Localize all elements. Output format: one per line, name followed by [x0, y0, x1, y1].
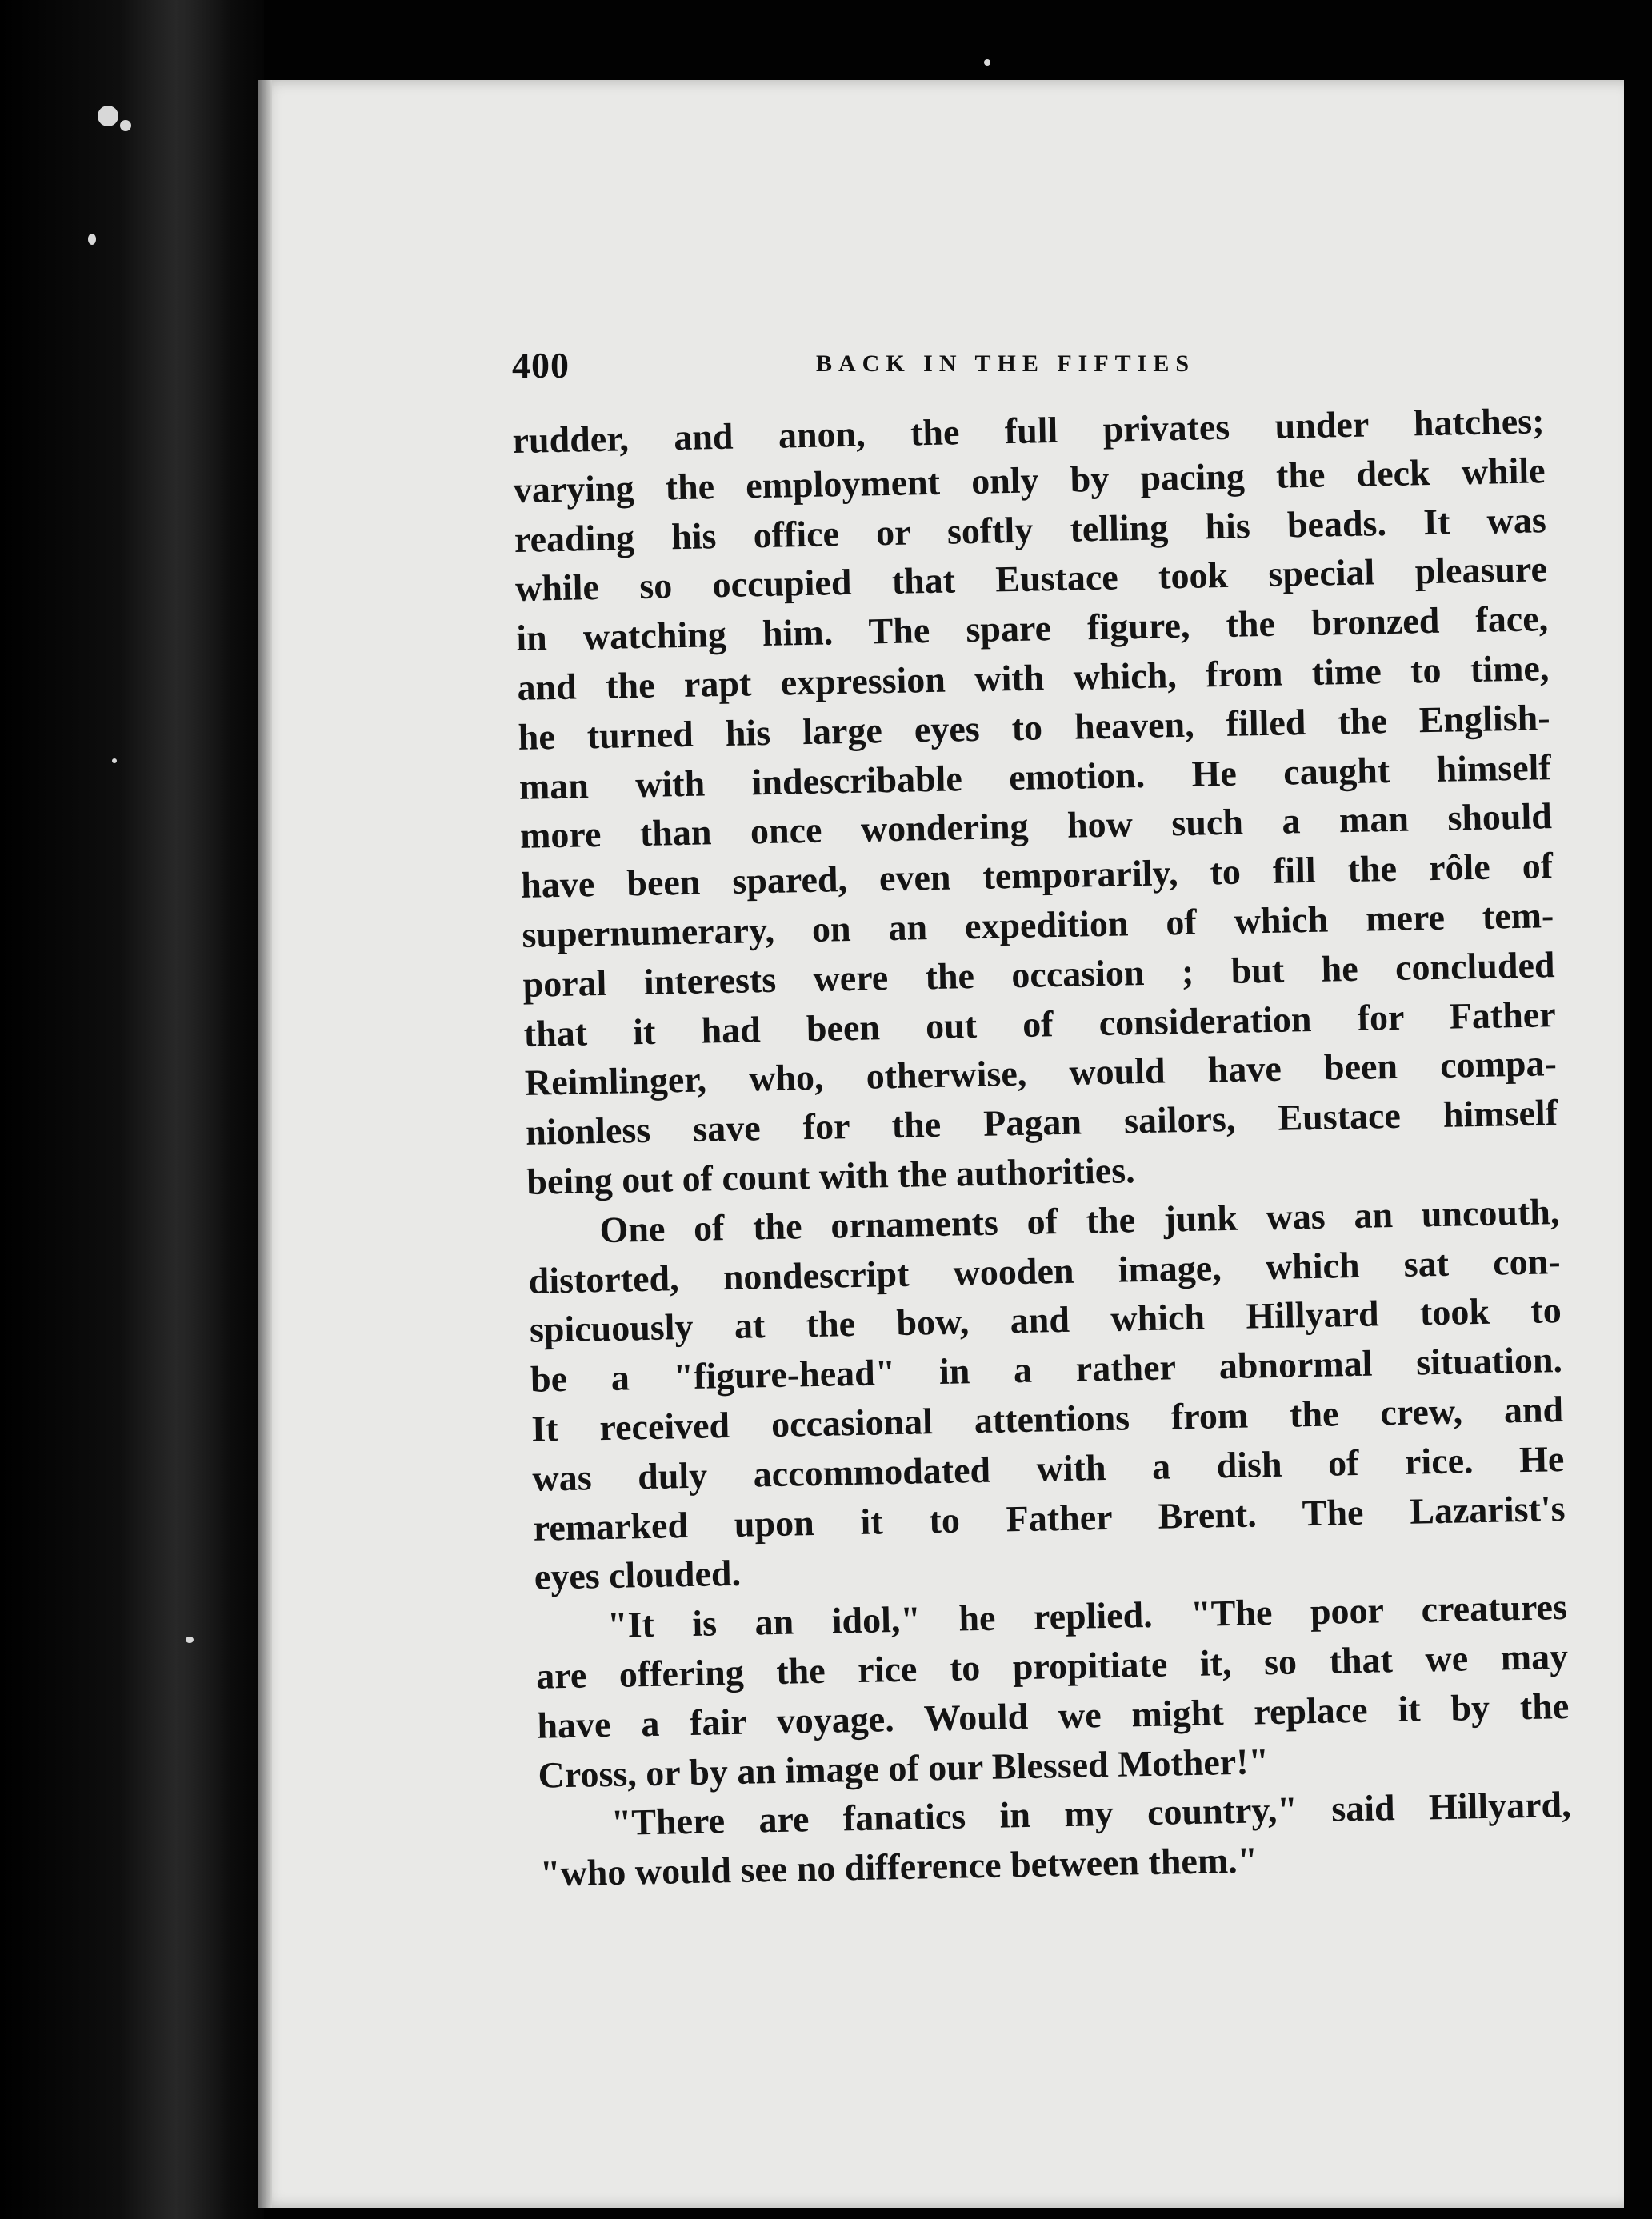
dust-speck	[112, 758, 117, 763]
text-line: poral interests were the occasion ; but he concluded	[522, 943, 1555, 1005]
text-line: remarked upon it to Father Brent. The Lazarist's	[533, 1487, 1566, 1549]
text-line: have been spared, even temporarily, to fill the rôle of	[520, 845, 1554, 906]
text-line: man with indescribable emotion. He caught himself	[518, 746, 1552, 807]
text-line: more than once wondering how such a man should	[519, 795, 1553, 857]
dust-speck	[120, 120, 131, 131]
gutter-shadow	[120, 0, 232, 2219]
page-number: 400	[512, 345, 570, 386]
dust-speck	[88, 234, 96, 245]
text-line: have a fair voyage. Would we might replace it by the	[536, 1685, 1570, 1746]
text-line: "There are fanatics in my country," said Hillyard,	[610, 1784, 1572, 1844]
dust-speck	[98, 106, 118, 126]
text-line: was duly accommodated with a dish of rice. He	[532, 1437, 1565, 1499]
text-line: rudder, and anon, the full privates under hatches;	[512, 400, 1545, 461]
text-line: supernumerary, on an expedition of which mere tem-	[521, 894, 1554, 955]
text-line: reading his office or softly telling his beads. It was	[514, 498, 1547, 560]
text-line: "who would see no difference between them."	[539, 1839, 1258, 1894]
page-header	[512, 344, 1544, 400]
dust-speck	[984, 59, 990, 66]
text-line: eyes clouded.	[534, 1553, 742, 1598]
text-line: and the rapt expression with which, from time to time,	[517, 647, 1550, 708]
text-line: that it had been out of consideration for Father	[523, 993, 1557, 1054]
text-line: One of the ornaments of the junk was an uncouth,	[599, 1190, 1560, 1250]
body-text	[512, 396, 1572, 1898]
text-line: are offering the rice to propitiate it, so that we may	[535, 1635, 1569, 1697]
running-head: BACK IN THE FIFTIES	[816, 350, 1196, 377]
text-line: spicuously at the bow, and which Hillyard took to	[529, 1289, 1562, 1351]
dust-speck	[186, 1637, 194, 1643]
text-line: he turned his large eyes to heaven, filled the English-	[518, 696, 1550, 758]
text-line: while so occupied that Eustace took special pleasure	[514, 548, 1548, 610]
text-line: Cross, or by an image of our Blessed Mother!"	[538, 1740, 1270, 1796]
text-line: varying the employment only by pacing the deck while	[513, 450, 1546, 510]
text-line: being out of count with the authorities.	[526, 1149, 1136, 1202]
text-line: be a "figure-head" in a rather abnormal situation.	[530, 1339, 1563, 1400]
text-line: "It is an idol," he replied. "The poor creatures	[606, 1586, 1568, 1646]
text-line: in watching him. The spare figure, the bronzed face,	[515, 598, 1549, 659]
page-edge-shadow	[258, 80, 272, 2208]
text-line: It received occasional attentions from the crew, and	[530, 1388, 1564, 1449]
text-line: distorted, nondescript wooden image, which sat con-	[528, 1240, 1562, 1301]
text-line: nionless save for the Pagan sailors, Eustace himself	[525, 1092, 1558, 1153]
text-line: Reimlinger, who, otherwise, would have been compa-	[524, 1042, 1558, 1104]
